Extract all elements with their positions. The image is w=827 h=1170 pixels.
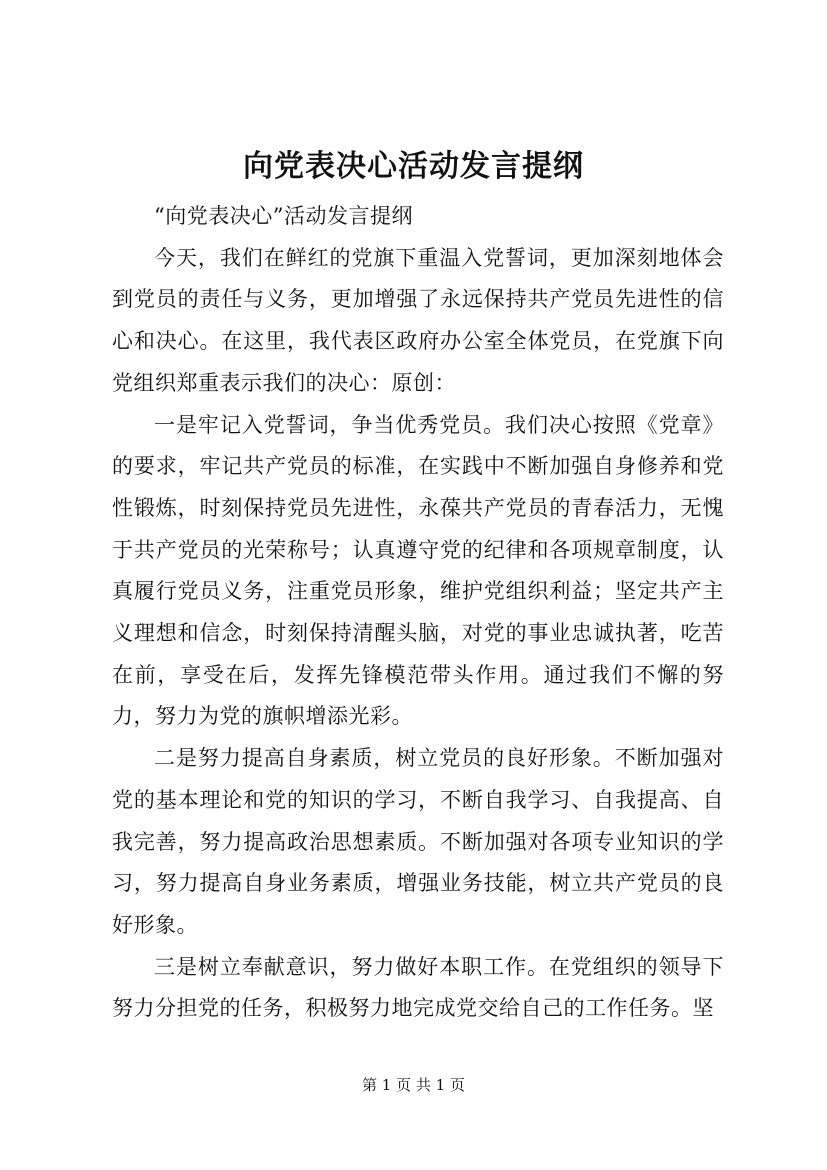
document-body — [112, 196, 724, 1030]
page-footer: 第 1 页 共 1 页 — [362, 1076, 465, 1094]
paragraph-point-one: 一是牢记入党誓词，争当优秀党员。我们决心按照《党章》的要求，牢记共产党员的标准，在实践中不断加强自身修养和党性锻炼，时刻保持党员先进性，永葆共产党员的青春活力，无愧于共产党员的光荣称号；认真遵守党的纪律和各项规章制度，认真履行党员义务，注重党员形象，维护党组织利益；坚定共产主义理想和信念，时刻保持清醒头脑，对党的事业忠诚执著，吃苦在前，享受在后，发挥先锋模范带头作用。通过我们不懈的努力，努力为党的旗帜增添光彩。 — [112, 412, 724, 729]
paragraph-intro: 今天，我们在鲜红的党旗下重温入党誓词，更加深刻地体会到党员的责任与义务，更加增强了永远保持共产党员先进性的信心和决心。在这里，我代表区政府办公室全体党员，在党旗下向党组织郑重表示我们的决心：原创： — [112, 245, 724, 395]
paragraph-point-three: 三是树立奉献意识，努力做好本职工作。在党组织的领导下努力分担党的任务，积极努力地完成党交给自己的工作任务。坚 — [112, 954, 724, 1021]
document-title: 向党表决心活动发言提纲 — [243, 149, 584, 184]
document-subtitle: “向党表决心”活动发言提纲 — [154, 204, 413, 228]
paragraph-point-two: 二是努力提高自身素质，树立党员的良好形象。不断加强对党的基本理论和党的知识的学习，不断自我学习、自我提高、自我完善，努力提高政治思想素质。不断加强对各项专业知识的学习，努力提高自身业务素质，增强业务技能，树立共产党员的良好形象。 — [112, 746, 724, 937]
